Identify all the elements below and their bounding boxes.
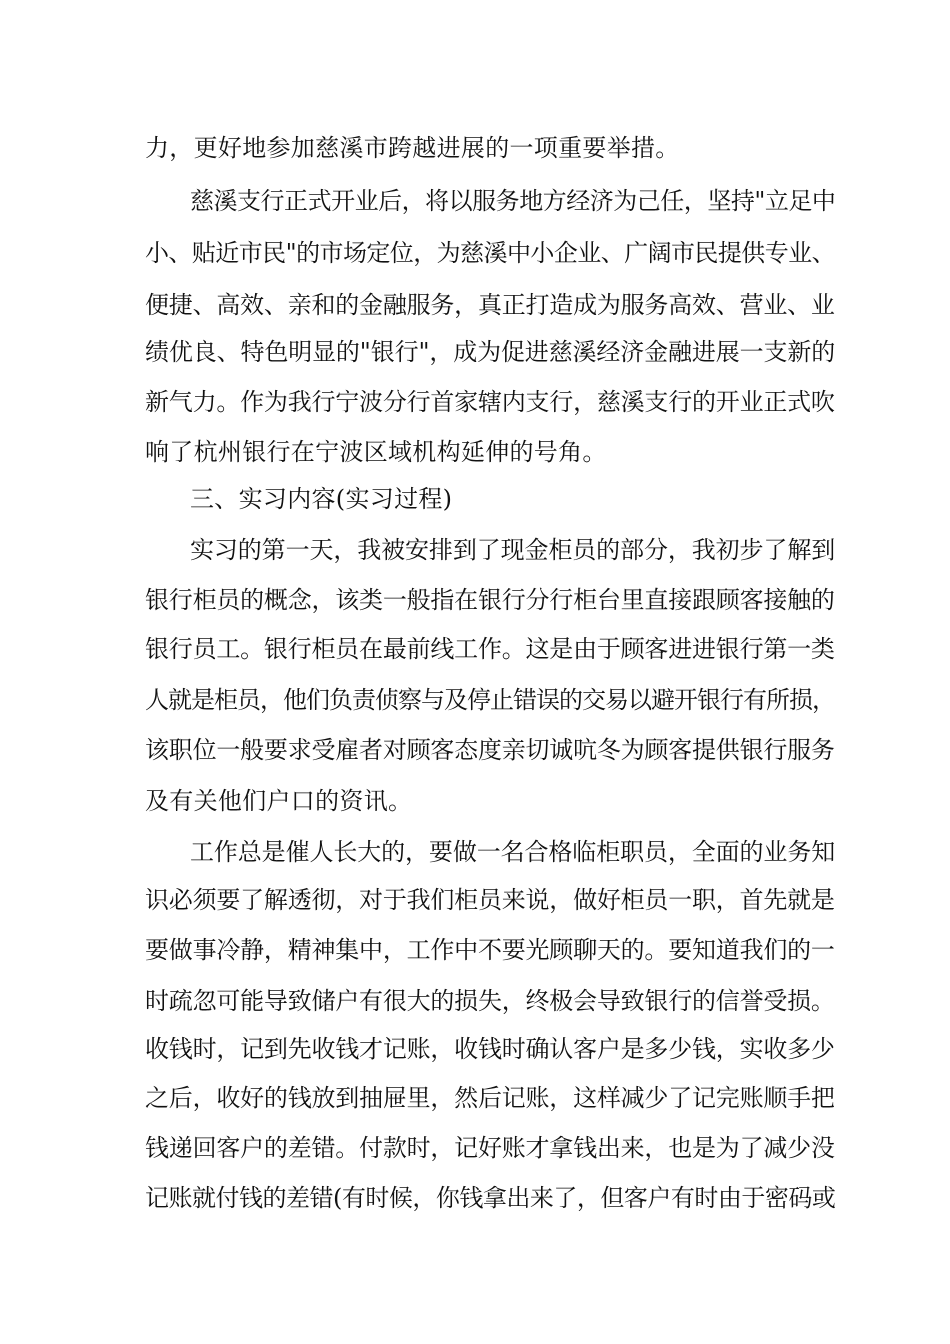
text-line: 识必须要了解透彻，对于我们柜员来说，做好柜员一职，首先就是	[145, 886, 835, 914]
text-line: 慈溪支行正式开业后，将以服务地方经济为己任，坚持"立足中	[190, 187, 836, 215]
text-line: 之后，收好的钱放到抽屉里，然后记账，这样减少了记完账顺手把	[145, 1084, 835, 1112]
text-line: 银行员工。银行柜员在最前线工作。这是由于顾客进进银行第一类	[145, 635, 835, 663]
text-line: 时疏忽可能导致储户有很大的损失，终极会导致银行的信誉受损。	[145, 987, 835, 1015]
text-line: 实习的第一天，我被安排到了现金柜员的部分，我初步了解到	[190, 536, 836, 564]
text-line: 便捷、高效、亲和的金融服务，真正打造成为服务高效、营业、业	[145, 291, 835, 319]
text-line: 小、贴近市民"的市场定位，为慈溪中小企业、广阔市民提供专业、	[145, 239, 836, 267]
text-line: 绩优良、特色明显的"银行"，成为促进慈溪经济金融进展一支新的	[145, 338, 836, 366]
text-line: 记账就付钱的差错(有时候，你钱拿出来了，但客户有时由于密码或	[145, 1184, 836, 1212]
text-line: 及有关他们户口的资讯。	[145, 787, 413, 815]
section-heading: 三、实习内容(实习过程)	[190, 485, 453, 513]
text-line: 收钱时，记到先收钱才记账，收钱时确认客户是多少钱，实收多少	[145, 1035, 835, 1063]
text-line: 力，更好地参加慈溪市跨越进展的一项重要举措。	[145, 134, 680, 162]
text-line: 该职位一般要求受雇者对顾客态度亲切诚吭冬为顾客提供银行服务	[145, 736, 835, 764]
text-line: 响了杭州银行在宁波区域机构延伸的号角。	[145, 438, 607, 466]
text-line: 工作总是催人长大的，要做一名合格临柜职员，全面的业务知	[190, 838, 836, 866]
text-line: 要做事冷静，精神集中，工作中不要光顾聊天的。要知道我们的一	[145, 936, 835, 964]
text-line: 银行柜员的概念，该类一般指在银行分行柜台里直接跟顾客接触的	[145, 586, 835, 614]
text-line: 新气力。作为我行宁波分行首家辖内支行，慈溪支行的开业正式吹	[145, 388, 835, 416]
text-line: 人就是柜员，他们负责侦察与及停止错误的交易以避开银行有所损，	[145, 686, 835, 714]
text-line: 钱递回客户的差错。付款时，记好账才拿钱出来，也是为了减少没	[145, 1134, 835, 1162]
